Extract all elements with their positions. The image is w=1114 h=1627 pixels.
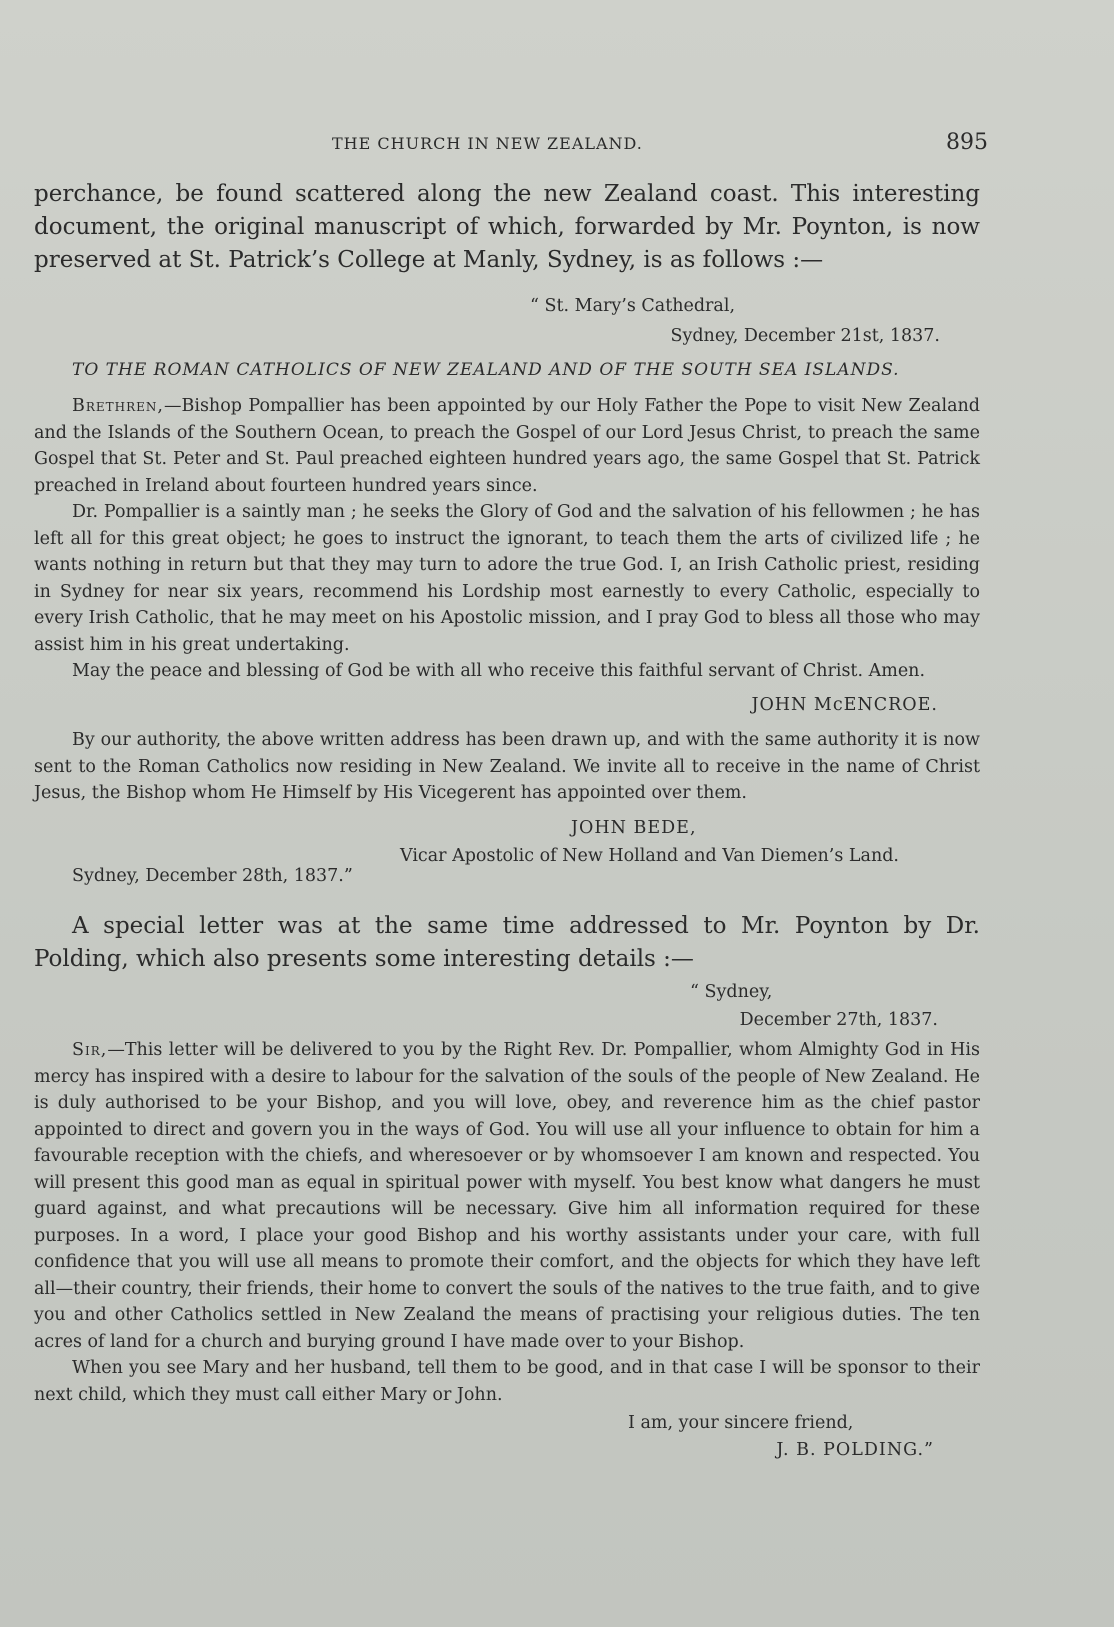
- page-number: 895: [946, 130, 988, 155]
- letter2-paragraph-1: [34, 1037, 980, 1355]
- letter2-signature: J. B. POLDING.”: [776, 1440, 934, 1460]
- authority-block: [34, 727, 980, 807]
- second-intro-paragraph: A special letter was at the same time addressed to Mr. Poynton by Dr. Polding, which also presents some interesting details :—: [34, 913, 980, 972]
- letter2-address-line1: “ Sydney,: [690, 982, 773, 1002]
- letter2-paragraph-2: When you see Mary and her husband, tell them to be good, and in that case I will be sponsor to their next child, which they must call either Mary or John.: [34, 1358, 980, 1405]
- intro-paragraph-block: [34, 178, 980, 277]
- letter1-paragraph-1-text: —Bishop Pompallier has been appointed by our Holy Father the Pope to visit New Zealand and the Islands of the Southern Ocean, to preach the Gospel of our Lord Jesus Christ, to preach the same Gospel that St. Peter and St. Paul preached eighteen hundred years ago, the same Gospel that St. Patrick preached in Ireland about fourteen hundred years since.: [34, 396, 980, 496]
- authority-title: Vicar Apostolic of New Holland and Van Diemen’s Land.: [400, 846, 899, 866]
- authority-signature: JOHN BEDE,: [571, 818, 697, 838]
- letter2-paragraph-1-text: —This letter will be delivered to you by the Right Rev. Dr. Pompallier, whom Almighty God in His mercy has inspired with a desire to labour for the salvation of the souls of the people of New Zealand. He is duly authorised to be your Bishop, and you will love, obey, and reverence him as the chief pastor appointed to direct and govern you in the ways of God. You will use all your influence to obtain for him a favourable reception with the chiefs, and wheresoever or by whomsoever I am known and respected. You will present this good man as equal in spiritual power with myself. You best know what dangers he must guard against, and what precautions will be necessary. Give him all information required for these purposes. In a word, I place your good Bishop and his worthy assistants under your care, with full confidence that you will use all means to promote their comfort, and the objects for which they have left all—their country, their friends, their home to convert the souls of the natives to the true faith, and to give you and other Catholics settled in New Zealand the means of practising your religious duties. The ten acres of land for a church and burying ground I have made over to your Bishop.: [34, 1040, 980, 1352]
- letter2-address-line2: December 27th, 1837.: [739, 1010, 938, 1030]
- letter1-paragraph-2: Dr. Pompallier is a saintly man ; he seeks the Glory of God and the salvation of his fellowmen ; he has left all for this great object; he goes to instruct the ignorant, to teach them the arts of civilized life ; he wants nothing in return but that they may turn to adore the true God. I, an Irish Catholic priest, residing in Sydney for near six years, recommend his Lordship most earnestly to every Catholic, especially to every Irish Catholic, that he may meet on his Apostolic mission, and I pray God to bless all those who may assist him in his great undertaking.: [34, 502, 980, 655]
- letter1-heading: TO THE ROMAN CATHOLICS OF NEW ZEALAND AND OF THE SOUTH SEA ISLANDS.: [72, 360, 900, 380]
- letter2-body: [34, 1037, 980, 1408]
- second-intro-block: [34, 910, 980, 976]
- letter2-closing: I am, your sincere friend,: [628, 1413, 854, 1433]
- letter2-salutation: Sir,: [72, 1040, 108, 1060]
- letter1-heading-block: [34, 355, 980, 385]
- letter1-signature: JOHN McENCROE.: [751, 695, 938, 715]
- letter1-paragraph-3: May the peace and blessing of God be with all who receive this faithful servant of Christ. Amen.: [72, 661, 926, 681]
- page-header: [0, 130, 1114, 160]
- intro-paragraph: perchance, be found scattered along the new Zealand coast. This interesting document, the original manuscript of which, forwarded by Mr. Poynton, is now preserved at St. Patrick’s College at Manly, Sydney, is as follows :—: [34, 181, 980, 273]
- letter1-address-line1: “ St. Mary’s Cathedral,: [530, 296, 736, 316]
- letter1-salutation: Brethren,: [72, 396, 164, 416]
- running-title: THE CHURCH IN NEW ZEALAND.: [332, 134, 643, 153]
- authority-text: By our authority, the above written address has been drawn up, and with the same authority it is now sent to the Roman Catholics now residing in New Zealand. We invite all to receive in the name of Christ Jesus, the Bishop whom He Himself by His Vicegerent has appointed over them.: [34, 730, 980, 803]
- letter1-address-line2: Sydney, December 21st, 1837.: [670, 326, 940, 346]
- letter1-body: [34, 393, 980, 685]
- letter1-paragraph-1: [34, 393, 980, 499]
- authority-date: Sydney, December 28th, 1837.”: [72, 866, 353, 886]
